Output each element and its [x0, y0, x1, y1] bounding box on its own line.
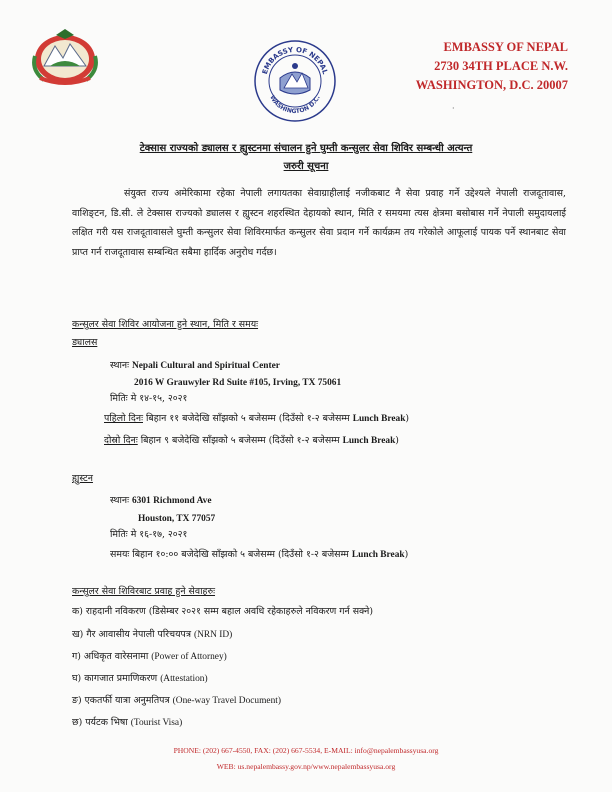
houston-close: ) [404, 549, 409, 560]
service-item [72, 605, 373, 619]
services-heading: कन्सुलर सेवा शिविरबाट प्रवाह हुने सेवाहरुः [72, 586, 216, 597]
seal-top-text: EMBASSY OF NEPAL [260, 45, 330, 76]
houston-time [110, 548, 408, 562]
dallas-day1-close: ) [405, 413, 410, 424]
embassy-name: EMBASSY OF NEPAL [443, 40, 568, 54]
service-en: (Attestation) [160, 674, 208, 684]
footer-web: WEB: us.nepalembassy.gov.np/www.nepalembassyusa.org [216, 762, 396, 771]
service-np: कागजात प्रमाणिकरण [84, 673, 158, 684]
service-item [72, 650, 227, 664]
dallas-day1-label: पहिलो दिनः [104, 413, 143, 424]
dallas-date-value: मे १४-१५, २०२१ [130, 393, 188, 404]
houston-place [110, 494, 212, 508]
dallas-day2 [104, 434, 399, 448]
service-mark: ख) [72, 629, 84, 640]
service-np: पर्यटक भिषा [85, 717, 128, 728]
houston-place-label: स्थानः [110, 495, 129, 506]
service-item [72, 672, 208, 686]
service-en: (One-way Travel Document) [172, 696, 281, 706]
intro-paragraph [72, 184, 566, 262]
embassy-street: 2730 34TH PLACE N.W. [434, 59, 568, 73]
dallas-date-label: मितिः [110, 393, 128, 404]
dallas-day2-time: बिहान ९ बजेदेखि साँझको ५ बजेसम्म (दिउँसो १-२ बजेसम्म [140, 435, 340, 446]
houston-date-value: मे १६-१७, २०२१ [130, 529, 188, 540]
service-np: अधिकृत वारेसनामा [83, 651, 149, 662]
nepal-emblem-icon [30, 26, 100, 88]
houston-lunch: Lunch Break [351, 550, 405, 560]
houston-city: Houston, TX 77057 [138, 514, 216, 524]
houston-heading: ह्युस्टन [72, 473, 93, 484]
service-item [72, 716, 182, 730]
dallas-day1-lunch: Lunch Break [352, 414, 406, 424]
dallas-place-name: Nepali Cultural and Spiritual Center [131, 361, 280, 371]
service-item [72, 628, 232, 642]
service-mark: ग) [72, 651, 81, 662]
houston-street: 6301 Richmond Ave [131, 496, 212, 506]
service-np: गैर आवासीय नेपाली परिचयपत्र [86, 629, 192, 640]
dallas-place-label: स्थानः [110, 360, 129, 371]
houston-time-label: समयः [110, 549, 130, 560]
dallas-day2-close: ) [395, 435, 399, 446]
dallas-day1 [104, 412, 409, 426]
houston-date-label: मितिः [110, 529, 128, 540]
dallas-day2-label: दोस्रो दिनः [104, 435, 138, 446]
camp-heading: कन्सुलर सेवा शिविर आयोजना हुने स्थान, मिति र समयः [72, 319, 259, 330]
service-np: एकतर्फी यात्रा अनुमतिपत्र [84, 695, 170, 706]
svg-text:WASHINGTON D.C. [268, 94, 321, 115]
service-np: राहदानी नविकरण (डिसेम्बर २०२१ सम्म बहाल अवधि रहेकाहरुले नविकरण गर्न सक्ने) [85, 606, 374, 617]
notice-title [0, 140, 612, 176]
dallas-address: 2016 W Grauwyler Rd Suite #105, Irving, TX 75061 [134, 378, 342, 388]
title-line-2: जरुरी सूचना [283, 161, 329, 172]
embassy-city: WASHINGTON, D.C. 20007 [415, 78, 568, 92]
embassy-address [416, 38, 568, 95]
dallas-heading: ड्यालस [72, 337, 98, 348]
embassy-seal-icon [252, 38, 338, 124]
intro-text: संयुक्त राज्य अमेरिकामा रहेका नेपाली लगायतका सेवाग्राहीलाई नजीकबाट नै सेवा प्रवाह गर्ने उद्देश्यले नेपाली राजदूतावास, वाशिङ्टन, डि.सी. ले टेक्सास राज्यको ड्यालस र ह्युस्टन शहरस्थित देहायको स्थान, मिति र समयमा त्यस क्षेत्रमा बसोबास गर्ने नेपाली समुदायलाई लक्षित गरी यस राजदूतावासले घुम्ती कन्सुलर सेवा शिविरमार्फत कन्सुलर सेवा प्रदान गर्ने कार्यक्रम तय गरेकोले आफूलाई पायक पर्ने स्थानबाट सेवा प्राप्त गर्न राजदूतावास सम्बन्धित सबैमा हार्दिक अनुरोध गर्दछ। [72, 188, 566, 258]
service-en: (Tourist Visa) [130, 718, 183, 728]
service-mark: ङ) [72, 695, 82, 706]
service-mark: क) [72, 606, 83, 617]
service-item [72, 694, 281, 708]
dallas-day2-lunch: Lunch Break [342, 436, 396, 446]
stray-mark: · [452, 104, 455, 113]
service-mark: घ) [72, 673, 82, 684]
seal-bottom-text: WASHINGTON D.C. [268, 94, 322, 116]
dallas-place [110, 359, 280, 373]
title-line-1: टेक्सास राज्यको ड्यालस र ह्युस्टनमा संचालन हुने घुम्ती कन्सुलर सेवा शिविर सम्बन्धी अत्यन्त [139, 143, 473, 154]
service-mark: छ) [72, 717, 83, 728]
service-en: (NRN ID) [194, 630, 233, 640]
footer-contact: PHONE: (202) 667-4550, FAX: (202) 667-5534, E-MAIL: info@nepalembassyusa.org [173, 746, 439, 755]
houston-time-value: बिहान १०:०० बजेदेखि साँझको ५ बजेसम्म (दिउँसो १-२ बजेसम्म [132, 549, 349, 560]
dallas-date [110, 392, 187, 406]
houston-date [110, 528, 187, 542]
service-en: (Power of Attorney) [151, 652, 227, 662]
dallas-day1-time: बिहान ११ बजेदेखि साँझको ५ बजेसम्म (दिउँसो १-२ बजेसम्म [145, 413, 350, 424]
